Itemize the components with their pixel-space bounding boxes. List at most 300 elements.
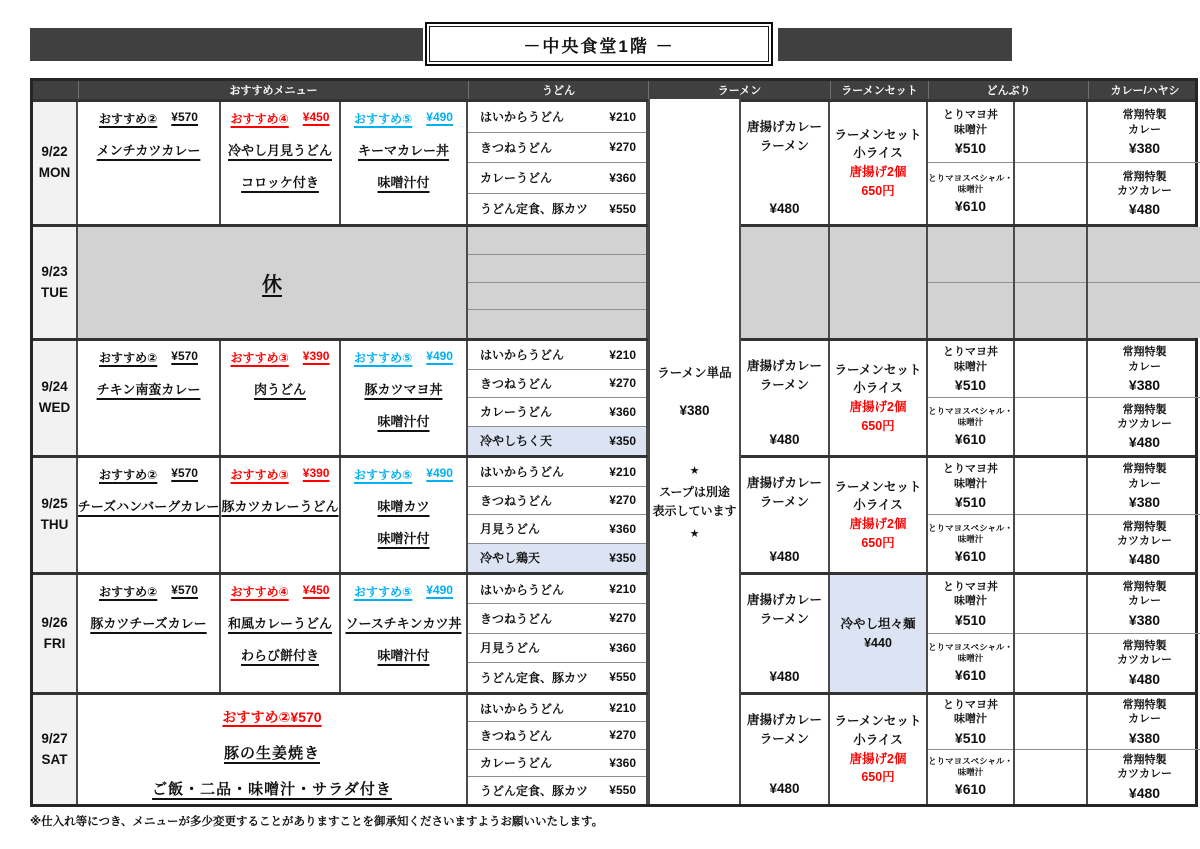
- donburi-price: ¥610: [954, 431, 987, 448]
- ramen-single-title: ラーメン単品: [657, 365, 732, 380]
- empty-subcell: [1015, 102, 1086, 163]
- soup-note-line: 表示しています: [652, 504, 737, 518]
- rec-item: 味噌汁付: [377, 531, 430, 546]
- udon-price: ¥360: [609, 170, 636, 185]
- day-row-tue: [33, 224, 1195, 338]
- rec-tag-line: [354, 583, 453, 600]
- recommended-cell: [221, 575, 341, 692]
- rec-price: ¥450: [302, 583, 330, 597]
- rec-price: ¥570: [171, 466, 198, 480]
- donburi-name-line: とりマヨスペシャル・: [928, 642, 1013, 653]
- header-cell-day: [33, 81, 78, 99]
- donburi-name-line: 味噌汁: [957, 417, 984, 427]
- empty-subcell: [1015, 227, 1086, 283]
- donburi-price: ¥510: [954, 611, 987, 628]
- day-row-wed: [33, 338, 1195, 455]
- karaage-ramen-name-line: 唐揚げカレー: [746, 120, 822, 134]
- header-cell-osusume: おすすめメニュー: [78, 81, 468, 99]
- udon-row: [468, 163, 646, 194]
- day-cell: [33, 102, 78, 224]
- curry-name: [1117, 520, 1172, 549]
- rec-tag: おすすめ②: [99, 468, 158, 482]
- day-of-week: MON: [38, 165, 71, 180]
- udon-cell: [468, 341, 648, 455]
- rec-tag: おすすめ⑤: [354, 351, 413, 365]
- empty-subcell: [1015, 341, 1086, 398]
- udon-price: ¥210: [609, 109, 636, 124]
- page-title: －中央食堂1階 －: [429, 26, 769, 62]
- donburi-name-line: 味噌汁: [954, 360, 987, 373]
- udon-name: 月見うどん: [480, 522, 541, 537]
- recommended-cell: [78, 575, 221, 692]
- curry-price: ¥480: [1128, 551, 1161, 568]
- rec-item: 豚カツチーズカレー: [90, 616, 207, 631]
- rec-item: コロッケ付き: [241, 175, 319, 190]
- header-cell-donburi: どんぶり: [928, 81, 1088, 99]
- rec-item: 豚カツマヨ丼: [364, 382, 443, 397]
- ramen-set-cell: [830, 695, 928, 804]
- rec-tag: おすすめ②: [99, 112, 158, 126]
- empty-subcell: [1015, 575, 1086, 634]
- donburi-cell: [928, 341, 1015, 455]
- header-bar-left: [30, 28, 423, 61]
- curry-item: [1088, 102, 1200, 163]
- udon-row: [468, 604, 646, 633]
- karaage-ramen-name: [747, 711, 822, 749]
- donburi-price: ¥510: [954, 139, 987, 156]
- curry-name: [1117, 753, 1172, 782]
- rec-tag-line: [231, 466, 330, 483]
- recommended-cell: [78, 458, 221, 572]
- ramen-set-red-line: 650円: [861, 418, 895, 433]
- donburi-name: [928, 642, 1013, 664]
- recommended-cell: [341, 458, 468, 572]
- donburi-name-line: とりマヨ丼: [943, 463, 998, 476]
- donburi-name-line: とりマヨスペシャル・: [928, 756, 1013, 767]
- day-date: 9/26: [41, 614, 68, 630]
- ramen-set-line: 小ライス: [853, 381, 903, 396]
- udon-name: はいからうどん: [480, 582, 565, 597]
- udon-price: ¥350: [609, 550, 636, 565]
- rec-item: 味噌カツ: [377, 499, 430, 514]
- ramen-set-cell: [830, 227, 928, 338]
- rec-item: チーズハンバーグカレー: [78, 499, 220, 514]
- udon-price: ¥360: [609, 404, 636, 419]
- rec-tag-line: [99, 583, 198, 600]
- soup-note-line: スープは別途: [659, 484, 730, 499]
- udon-price: ¥360: [609, 640, 636, 655]
- donburi-item: [928, 398, 1013, 455]
- curry-name-line: カツカレー: [1117, 418, 1172, 430]
- udon-name: きつねうどん: [480, 728, 553, 743]
- rec-price: ¥570: [171, 110, 198, 124]
- rec-price: ¥490: [426, 349, 453, 363]
- curry-name: [1117, 170, 1172, 199]
- udon-price: ¥550: [609, 201, 636, 216]
- udon-row: [468, 283, 646, 311]
- star-icon: ★: [689, 464, 700, 477]
- donburi-cell: [928, 575, 1015, 692]
- karaage-ramen-price: ¥480: [769, 669, 800, 684]
- curry-item: [1088, 634, 1200, 693]
- curry-name-line: カレー: [1128, 595, 1161, 608]
- donburi-price: ¥610: [954, 667, 987, 684]
- day-of-week: THU: [40, 517, 69, 532]
- recommended-cell: [341, 102, 468, 224]
- donburi-cell: [928, 695, 1015, 804]
- curry-cell: [1088, 695, 1200, 804]
- donburi-name: [928, 406, 1013, 428]
- karaage-ramen-cell: [741, 695, 830, 804]
- donburi-empty-cell: [1015, 458, 1088, 572]
- udon-price: ¥350: [609, 433, 636, 448]
- donburi-name-line: 味噌汁: [954, 713, 987, 726]
- curry-name-line: カツカレー: [1117, 654, 1172, 667]
- empty-subcell: [1015, 695, 1086, 750]
- ramen-single-merged-cell: [648, 99, 741, 804]
- curry-name-line: 常翔特製: [1122, 639, 1167, 652]
- empty-subcell: [1015, 283, 1086, 339]
- udon-name: はいからうどん: [480, 701, 565, 716]
- day-of-week: FRI: [43, 635, 66, 651]
- curry-price: ¥380: [1128, 611, 1161, 628]
- ramen-set-cell: [830, 575, 928, 692]
- curry-name-line: 常翔特製: [1122, 403, 1167, 416]
- donburi-name-line: とりマヨ丼: [943, 346, 998, 359]
- curry-name-line: カツカレー: [1117, 535, 1172, 547]
- ramen-set-line: 小ライス: [853, 732, 903, 747]
- curry-name-line: 常翔特製: [1122, 753, 1167, 766]
- rec-item: 味噌汁付: [377, 175, 430, 190]
- donburi-price: ¥510: [954, 729, 987, 746]
- curry-price: ¥480: [1128, 201, 1161, 218]
- curry-price: ¥480: [1128, 784, 1161, 801]
- rec-item: 味噌汁付: [377, 648, 430, 663]
- rec-item: 和風カレーうどん: [227, 616, 332, 631]
- ramen-set-special-price: ¥440: [864, 635, 892, 650]
- karaage-ramen-cell: [741, 341, 830, 455]
- curry-name-line: 常翔特製: [1122, 520, 1167, 533]
- donburi-name-line: とりマヨスペシャル・: [928, 405, 1013, 416]
- rec-price: ¥490: [426, 583, 453, 597]
- udon-price: ¥270: [609, 728, 636, 743]
- udon-price: ¥360: [609, 521, 636, 536]
- donburi-name-line: とりマヨスペシャル・: [928, 522, 1013, 533]
- curry-name: [1117, 403, 1172, 432]
- rec-tag: おすすめ②: [99, 351, 158, 365]
- curry-name: [1123, 345, 1167, 374]
- karaage-ramen-cell: [741, 102, 830, 224]
- rec-item: 肉うどん: [253, 382, 306, 397]
- day-cell: [33, 227, 78, 338]
- donburi-empty-cell: [1015, 341, 1088, 455]
- udon-price: ¥210: [609, 347, 636, 362]
- ramen-set-line: ラーメンセット: [834, 479, 922, 494]
- ramen-single-price: ¥380: [679, 402, 710, 418]
- curry-cell: [1088, 227, 1200, 338]
- curry-name-line: カレー: [1128, 360, 1161, 373]
- header-bar-right: [778, 28, 1012, 61]
- curry-name-line: カレー: [1128, 477, 1161, 490]
- curry-item: [1088, 750, 1200, 805]
- donburi-empty-cell: [1015, 575, 1088, 692]
- donburi-name-line: とりマヨ丼: [943, 109, 998, 122]
- curry-name-line: カツカレー: [1117, 185, 1172, 197]
- rec-tag-line: [231, 583, 330, 600]
- udon-price: ¥270: [609, 140, 636, 155]
- curry-name-line: カレー: [1128, 123, 1161, 136]
- udon-row: [468, 458, 646, 487]
- curry-price: ¥380: [1128, 493, 1161, 510]
- curry-price: ¥380: [1128, 139, 1161, 156]
- curry-name-line: 常翔特製: [1122, 109, 1167, 122]
- donburi-item: [928, 634, 1013, 693]
- closed-cell: 休: [78, 227, 468, 338]
- recommended-cell: [78, 341, 221, 455]
- rec-tag: おすすめ②: [99, 585, 158, 599]
- rec-tag-line: [231, 349, 330, 366]
- donburi-name: [928, 173, 1013, 195]
- recommended-cell: [78, 102, 221, 224]
- day-row-mon: [33, 99, 1195, 224]
- udon-cell: [468, 102, 648, 224]
- donburi-name: [943, 580, 998, 609]
- udon-cell: [468, 695, 648, 804]
- ramen-set-special-name: 冷やし坦々麺: [840, 616, 916, 631]
- karaage-ramen-name-line: ラーメン: [759, 377, 810, 392]
- ramen-set-red-line: 唐揚げ2個: [849, 517, 907, 531]
- day-of-week: SAT: [41, 751, 68, 767]
- udon-row: [468, 487, 646, 516]
- ramen-set-cell: [830, 458, 928, 572]
- recommended-cell: [221, 458, 341, 572]
- donburi-item: [928, 575, 1013, 634]
- rec-price: ¥490: [426, 110, 453, 124]
- rec-tag: おすすめ④: [230, 585, 289, 599]
- ramen-set-red-line: 650円: [861, 770, 895, 785]
- curry-name-line: 常翔特製: [1122, 698, 1167, 711]
- donburi-item: [928, 102, 1013, 163]
- donburi-cell: [928, 102, 1015, 224]
- rec-item: 豚カツカレーうどん: [221, 499, 339, 514]
- udon-name: 月見うどん: [480, 641, 541, 656]
- udon-name: はいからうどん: [480, 465, 565, 480]
- day-row-sat: [33, 692, 1195, 804]
- udon-name: うどん定食、豚カツ: [480, 202, 589, 217]
- udon-row: [468, 398, 646, 427]
- recommended-cell: [221, 102, 341, 224]
- recommended-cell: [341, 341, 468, 455]
- udon-price: ¥270: [609, 611, 636, 626]
- day-of-week: TUE: [41, 284, 68, 300]
- karaage-ramen-cell: [741, 575, 830, 692]
- ramen-set-cell: [830, 341, 928, 455]
- curry-item: [1088, 575, 1200, 634]
- rec-tag-line: [231, 110, 330, 127]
- donburi-name-line: 味噌汁: [954, 123, 987, 136]
- karaage-ramen-cell: [741, 227, 830, 338]
- donburi-name: [928, 756, 1013, 778]
- curry-price: ¥380: [1128, 729, 1161, 746]
- donburi-name: [943, 345, 998, 374]
- curry-item: [1088, 227, 1200, 283]
- curry-cell: [1088, 458, 1200, 572]
- udon-cell: [468, 575, 648, 692]
- udon-name: きつねうどん: [480, 611, 553, 626]
- header-cell-udon: うどん: [468, 81, 648, 99]
- day-cell: [33, 695, 78, 804]
- udon-row: [468, 722, 646, 749]
- ramen-set-red-line: 唐揚げ2個: [849, 165, 907, 179]
- udon-name: カレーうどん: [480, 171, 553, 186]
- curry-item: [1088, 341, 1200, 398]
- ramen-set-line: ラーメンセット: [834, 127, 922, 142]
- rec-tag-line: [354, 110, 453, 127]
- udon-row: [468, 427, 646, 456]
- day-cell: [33, 575, 78, 692]
- curry-cell: [1088, 341, 1200, 455]
- curry-name-line: 常翔特製: [1122, 463, 1167, 476]
- donburi-item: [928, 341, 1013, 398]
- title-box: [425, 22, 773, 66]
- udon-price: ¥270: [609, 376, 636, 391]
- udon-row: [468, 255, 646, 283]
- donburi-name-line: 味噌汁: [954, 595, 987, 608]
- rec-tag: おすすめ②¥570: [222, 709, 322, 725]
- rec-item: チキン南蛮カレー: [96, 382, 201, 397]
- karaage-ramen-name: [747, 118, 822, 156]
- empty-subcell: [1015, 634, 1086, 693]
- donburi-item: [928, 163, 1013, 224]
- rec-tag: おすすめ③: [230, 468, 289, 482]
- udon-row: [468, 133, 646, 164]
- donburi-name-line: 味噌汁: [957, 653, 984, 664]
- rec-item: 味噌汁付: [377, 414, 430, 429]
- curry-name-line: 常翔特製: [1122, 346, 1167, 359]
- udon-row: [468, 227, 646, 255]
- ramen-set-cell: [830, 102, 928, 224]
- rec-tag: おすすめ③: [230, 351, 289, 365]
- ramen-set-line: 小ライス: [853, 146, 903, 161]
- donburi-empty-cell: [1015, 227, 1088, 338]
- rec-item: 豚の生姜焼き: [223, 745, 320, 762]
- karaage-ramen-cell: [741, 458, 830, 572]
- day-cell: [33, 458, 78, 572]
- rec-tag-line: [99, 349, 198, 366]
- udon-cell: [468, 227, 648, 338]
- ramen-set-line: ラーメンセット: [834, 714, 922, 728]
- table-header-row: [33, 81, 1195, 99]
- empty-subcell: [1015, 750, 1086, 805]
- udon-name: うどん定食、豚カツ: [480, 670, 589, 685]
- rec-tag-line: [354, 466, 453, 483]
- donburi-price: ¥610: [954, 198, 987, 215]
- udon-price: ¥550: [609, 783, 636, 798]
- karaage-ramen-name: [747, 474, 822, 512]
- karaage-ramen-name: [747, 357, 822, 395]
- udon-name: 冷やしちく天: [480, 434, 553, 449]
- donburi-name: [943, 108, 998, 137]
- udon-price: ¥210: [609, 701, 636, 716]
- header-cell-ramen_set: ラーメンセット: [830, 81, 928, 99]
- donburi-name: [943, 698, 998, 727]
- donburi-item: [928, 458, 1013, 515]
- karaage-ramen-price: ¥480: [769, 432, 800, 447]
- day-date: 9/22: [41, 144, 68, 160]
- ramen-set-red-line: 唐揚げ2個: [849, 400, 907, 414]
- donburi-item: [928, 695, 1013, 750]
- karaage-ramen-name-line: 唐揚げカレー: [746, 593, 822, 607]
- udon-row: [468, 194, 646, 225]
- karaage-ramen-name-line: 唐揚げカレー: [746, 476, 822, 490]
- day-date: 9/27: [41, 730, 68, 746]
- curry-name: [1123, 698, 1167, 727]
- recommended-merged-cell: [78, 695, 468, 804]
- rec-tag: おすすめ④: [230, 112, 289, 126]
- rec-item: ご飯・二品・味噌汁・サラダ付き: [152, 781, 392, 798]
- day-date: 9/23: [41, 263, 68, 279]
- udon-row: [468, 777, 646, 804]
- udon-row: [468, 370, 646, 399]
- karaage-ramen-name-line: ラーメン: [759, 731, 810, 746]
- udon-name: きつねうどん: [480, 140, 553, 155]
- donburi-empty-cell: [1015, 695, 1088, 804]
- udon-name: カレーうどん: [480, 756, 553, 771]
- rec-tag-line: [222, 707, 321, 727]
- donburi-name-line: とりマヨ丼: [943, 580, 998, 593]
- udon-row: [468, 102, 646, 133]
- udon-row: [468, 750, 646, 777]
- udon-cell: [468, 458, 648, 572]
- curry-item: [1088, 163, 1200, 224]
- day-of-week: WED: [38, 400, 71, 415]
- rec-tag-line: [99, 110, 198, 127]
- udon-row: [468, 575, 646, 604]
- donburi-item: [928, 750, 1013, 805]
- rec-tag: おすすめ⑤: [354, 112, 413, 126]
- donburi-cell: [928, 458, 1015, 572]
- udon-name: うどん定食、豚カツ: [480, 783, 589, 798]
- donburi-name: [943, 462, 998, 491]
- donburi-item: [928, 227, 1013, 283]
- curry-name-line: カツカレー: [1117, 768, 1172, 781]
- ramen-set-red-line: 650円: [861, 183, 895, 198]
- karaage-ramen-name: [747, 591, 822, 629]
- curry-cell: [1088, 102, 1200, 224]
- rec-item: メンチカツカレー: [96, 143, 201, 158]
- udon-row: [468, 341, 646, 370]
- rec-item: 冷やし月見うどん: [227, 143, 332, 158]
- udon-name: カレーうどん: [480, 405, 553, 420]
- donburi-name-line: とりマヨスペシャル・: [928, 172, 1013, 183]
- karaage-ramen-name-line: ラーメン: [759, 494, 810, 509]
- curry-price: ¥480: [1128, 434, 1161, 451]
- rec-price: ¥490: [426, 466, 453, 480]
- rec-item: キーマカレー丼: [357, 143, 449, 158]
- udon-name: 冷やし鶏天: [480, 551, 541, 566]
- curry-name-line: カレー: [1128, 713, 1161, 726]
- recommended-cell: [341, 575, 468, 692]
- curry-price: ¥480: [1128, 670, 1161, 687]
- footer-note: ※仕入れ等につき、メニューが多少変更することがありますことを御承知くださいますようお願いいたします。: [30, 816, 604, 828]
- donburi-cell: [928, 227, 1015, 338]
- curry-item: [1088, 695, 1200, 750]
- empty-subcell: [1015, 398, 1086, 455]
- rec-price: ¥570: [171, 349, 198, 363]
- rec-price: ¥390: [302, 349, 330, 363]
- donburi-empty-cell: [1015, 102, 1088, 224]
- day-date: 9/25: [41, 496, 68, 512]
